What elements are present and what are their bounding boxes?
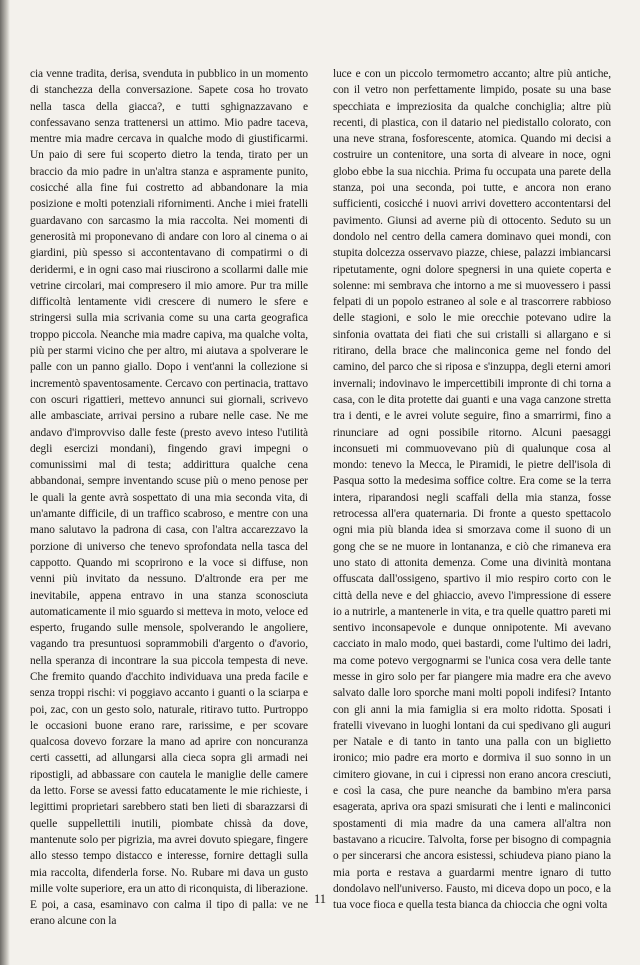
- right-column-text: luce e con un piccolo termometro accanto; altre più antiche, con il vetro non perfettamente limpido, posate su una base specchiata e impreziosita da qualche conchiglia; altre più recenti, di plastica, con il datario nel piedistallo colorato, con una neve strana, fosforescente, atomica. Quando mi decisi a costruire un contenitore, una sorta di alveare in noce, ogni globo ebbe la sua nicchia. Prima fu occupata una parete della stanza, poi una seconda, poi tutte, e ancora non erano sufficienti, cosicché i nuovi arrivi dovettero accontentarsi del pavimento. Giunsi ad averne più di ottocento. Seduto su un dondolo nel centro della camera dominavo quei mondi, con stupita dolcezza osservavo piazze, chiese, palazzi imbiancarsi ripetutamente, ogni dolore spegnersi in una quiete coperta e solenne: mi sembrava che intorno a me si muovessero i passi felpati di un popolo estraneo al sole e al trascorrere rabbioso delle stagioni, e solo le mie orecchie potevano udire la sinfonia ovattata dei fiati che sui cristalli si allargano e si ritirano, della brace che malinconica geme nel fondo del camino, del parco che si riposa e s'inzuppa, degli eterni amori invernali; indovinavo le impercettibili impronte di chi torna a casa, con le dita protette dai guanti e una vaga canzone stretta tra i denti, e le avrei volute seguire, fino a smarrirmi, fino a rinunciare ad ogni possibile ritorno. Alcuni paesaggi inconsueti mi commuovevano più di qualunque cosa al mondo: tenevo la Mecca, le Piramidi, le pietre dell'isola di Pasqua sotto la medesima soffice coltre. Era come se la terra intera, riparandosi negli scaffali della mia stanza, fosse retrocessa all'era quaternaria. Di fronte a questo spettacolo ogni mia più blanda idea si smorzava come il suono di un gong che se ne muore in lontananza, e ciò che rimaneva era uno stato di attonita demenza. Come una divinità montana offuscata dall'ossigeno, spartivo il mio respiro corto con le città della neve e del ghiaccio, avevo l'impressione di essere io a nutrirle, a mantenerle in vita, e tra quelle quattro pareti mi sentivo inconsapevole e dunque onnipotente. Mi avevano cacciato in malo modo, quei bastardi, come l'ultimo dei ladri, ma come potevo vergognarmi se l'unica cosa vera delle tante messe in giro solo per far piangere mia madre era che avevo salvato dalle loro sporche mani molti popoli indifesi? Intanto con gli anni la mia famiglia si era molto ridotta. Sposati i fratelli vivevano in luoghi lontani da cui spedivano gli auguri per Natale e di tanto in tanto una palla con un biglietto ironico; mio padre era morto e dormiva il suo sonno in un cimitero giovane, in cui i cipressi non erano ancora cresciuti, e così la casa, che pure neanche da bambino m'era parsa esagerata, apriva ora spazi smisurati che i lenti e malinconici spostamenti di mia madre da una camera all'altra non bastavano a ricucire. Talvolta, forse per bisogno di compagnia o per sincerarsi che ancora esistessi, schiudeva piano piano la mia porta e restava a guardarmi mentre ignaro di tutto dondolavo nell'universo. Fausto, mi diceva dopo un poco, e la tua voce fioca e quella testa bianca da chioccia che ogni volta: [333, 68, 611, 912]
- left-column-text: cia venne tradita, derisa, svenduta in pubblico in un momento di stanchezza della conversazione. Sapete cosa ho trovato nella tasca della giacca?, e tutti sghignazzavano e confessavano senza trattenersi un attimo. Mio padre taceva, mentre mia madre cercava in qualche modo di giustificarmi. Un paio di sere fui scoperto dietro la tenda, tirato per un braccio da mio padre in un'altra stanza e aspramente punito, cosicché alla fine fui costretto ad abbandonare la mia posizione e molti potenziali rifornimenti. Anche i miei fratelli guardavano con sarcasmo la mia raccolta. Nei momenti di generosità mi proponevano di andare con loro al cinema o ai giardini, più spesso si accontentavano di compatirmi o di deridermi, e in ogni caso mai riuscirono a scollarmi dalle mie vetrine circolari, mai compresero il mio amore. Pur tra mille difficoltà lentamente vidi crescere di numero le sfere e stringersi sulla mia scrivania come su una carta geografica troppo piccola. Neanche mia madre capiva, ma qualche volta, più per starmi vicino che per altro, mi aiutava a spolverare le palle con un panno giallo. Dopo i vent'anni la collezione si incrementò spaventosamente. Cercavo con pertinacia, trattavo con oscuri rigattieri, mettevo annunci sui giornali, scrivevo alle ambasciate, arrivai persino a rubare nelle case. Ne me andavo d'improvviso dalle feste (presto avevo inteso l'utilità degli esercizi mondani), fingendo gravi impegni o comunissimi mal di testa; addirittura qualche cena abbandonai, sempre inventando scuse più o meno penose per le quali la gente avrà sospettato di una mia seconda vita, di un'amante difficile, di un traffico scabroso, e mentre con una mano salutavo la padrona di casa, con l'altra accarezzavo la porzione di universo che tenevo sprofondata nella tasca del cappotto. Quando mi scoprirono e la voce si diffuse, non venni più invitato da nessuno. D'altronde era per me inevitabile, appena entravo in una stanza sconosciuta automaticamente il mio sguardo si metteva in moto, veloce ed esperto, frugando sulle mensole, spolverando le angoliere, vagando tra presuntuosi soprammobili d'argento o d'avorio, nella speranza di incontrare la sua piccola tempesta di neve. Che fremito quando d'acchito individuava una preda facile e senza troppi rischi: vi poggiavo accanto i guanti o la sciarpa e poi, zac, con un gesto solo, naturale, ritiravo tutto. Purtroppo le occasioni buone erano rare, rarissime, e per scovare qualcosa dovevo forzare la mano ad aprire con noncuranza certi cassetti, ad allungarsi alla cieca sopra gli armadi nei ripostigli, ad abbassare con cautela le maniglie delle camere da letto. Forse se avessi fatto educatamente le mie richieste, i legittimi proprietari sarebbero stati ben lieti di sbarazzarsi di quelle suppellettili inutili, piombate chissà da dove, mantenute solo per pigrizia, ma avrei dovuto spiegare, fingere allo stesso tempo distacco e interesse, fornire dettagli sulla mia raccolta, difenderla forse. No. Rubare mi dava un gusto mille volte superiore, era un atto di riconquista, di liberazione. E poi, a casa, esaminavo con calma il tipo di palla: ve ne erano alcune con la: [30, 68, 308, 928]
- page-number: 11: [313, 892, 327, 906]
- right-column: [333, 66, 611, 913]
- left-column: [30, 66, 308, 930]
- binding-shadow: [0, 0, 10, 965]
